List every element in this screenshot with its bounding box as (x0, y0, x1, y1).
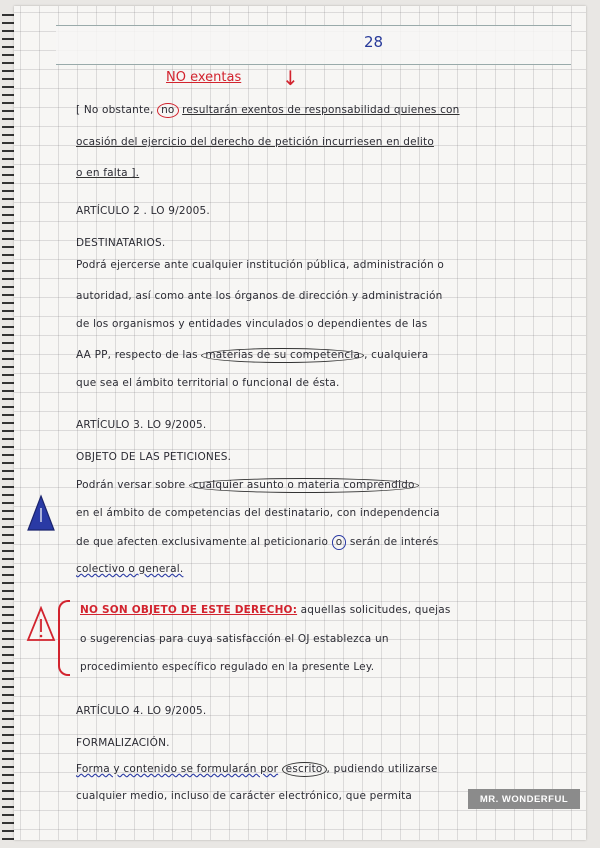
line-13 (80, 604, 451, 616)
red-heading: NO SON OBJETO DE ESTE DERECHO: (80, 604, 298, 616)
destinatarios-heading: DESTINATARIOS. (76, 237, 166, 249)
line-15: procedimiento específico regulado en la presente Ley. (80, 661, 375, 673)
line-9 (76, 478, 419, 493)
circled-competencia: materias de su competencia (201, 348, 364, 363)
line-11-start: de que afecten exclusivamente al peticionario (76, 536, 329, 548)
line-14: o sugerencias para cuya satisfacción el OJ establezca un (80, 633, 389, 645)
line-11-end: serán de interés (349, 536, 439, 548)
article-2-heading: ARTÍCULO 2 . LO 9/2005. (76, 205, 210, 217)
circled-o: o (332, 535, 347, 550)
circled-no: no (157, 103, 178, 118)
formalizacion-heading: FORMALIZACIÓN. (76, 737, 170, 749)
line-7-start: AA PP, respecto de las (76, 349, 198, 361)
line-16-end: , pudiendo utilizarse (326, 763, 438, 775)
line-1-start: [ No obstante, (76, 104, 154, 116)
down-arrow-icon: ↓ (282, 66, 299, 90)
warning-blue-icon (26, 494, 56, 532)
line-1-end: resultarán exentos de responsabilidad quienes con (182, 104, 460, 116)
article-4-heading: ARTÍCULO 4. LO 9/2005. (76, 705, 207, 717)
line-9-start: Podrán versar sobre (76, 479, 186, 491)
line-8: que sea el ámbito territorial o funcional de ésta. (76, 377, 340, 389)
line-6: de los organismos y entidades vinculados o dependientes de las (76, 318, 428, 330)
circled-escrito: escrito (282, 762, 327, 777)
circled-asunto: cualquier asunto o materia comprendido (189, 478, 419, 493)
page-number: 28 (364, 33, 384, 51)
line-17: cualquier medio, incluso de carácter electrónico, que permita (76, 790, 413, 802)
line-10: en el ámbito de competencias del destinatario, con independencia (76, 507, 440, 519)
warning-red-icon (26, 606, 56, 642)
line-7-end: , cualquiera (364, 349, 429, 361)
red-brace (58, 600, 70, 676)
brand-label: MR. WONDERFUL (468, 789, 580, 809)
line-5: autoridad, así como ante los órganos de dirección y administración (76, 290, 443, 302)
article-3-heading: ARTÍCULO 3. LO 9/2005. (76, 419, 207, 431)
line-13-end: aquellas solicitudes, quejas (300, 604, 451, 616)
line-16-start: Forma y contenido se formularán por (76, 763, 279, 775)
header-band (56, 25, 571, 65)
line-12: colectivo o general. (76, 563, 184, 575)
line-3: o en falta ]. (76, 167, 140, 179)
line-16 (76, 762, 438, 777)
section-title: NO exentas (166, 70, 242, 85)
line-2: ocasión del ejercicio del derecho de petición incurriesen en delito (76, 136, 434, 148)
line-7 (76, 348, 428, 363)
line-1 (76, 103, 460, 118)
line-11 (76, 535, 438, 550)
line-4: Podrá ejercerse ante cualquier institución pública, administración o (76, 259, 444, 271)
objeto-heading: OBJETO DE LAS PETICIONES. (76, 451, 232, 463)
